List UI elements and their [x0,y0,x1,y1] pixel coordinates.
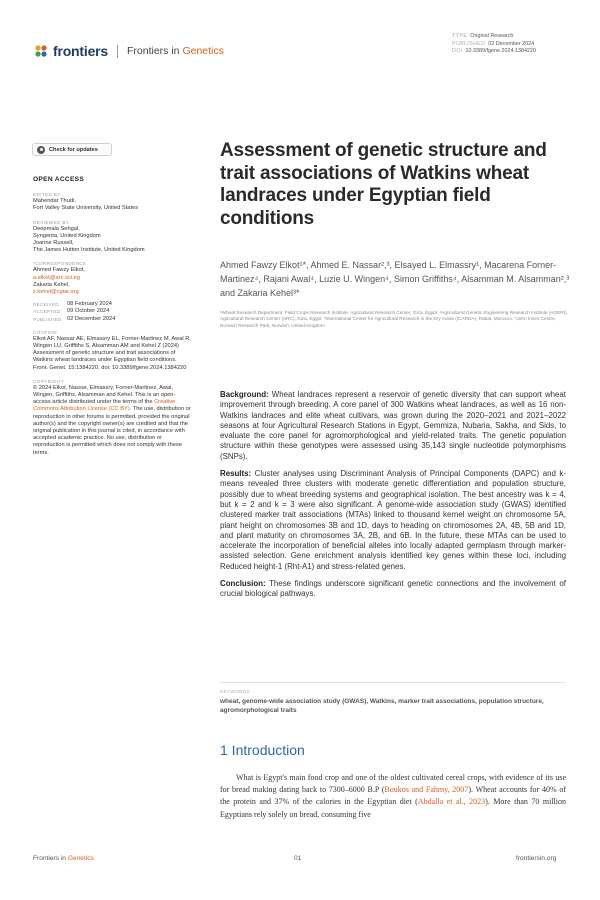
brand-name: frontiers [53,43,108,59]
check-for-updates-button[interactable] [32,143,112,156]
date-received: RECEIVED 08 February 2024 [33,301,112,308]
abstract-conclusion: Conclusion: These findings underscore significant genetic connections and the involvement of crucial biological pathways. [220,579,566,599]
correspondence-label: *CORRESPONDENCE [33,261,87,267]
reviewer-affiliation: The James Hutton Institute, United Kingdom [33,247,145,254]
editor-name: Mahendar Thudi, [33,198,76,205]
date-published: PUBLISHED 02 December 2024 [33,315,116,322]
section-heading: 1 Introduction [220,742,305,758]
page-number: 01 [294,855,302,862]
meta-type: TYPE Original Research [452,33,514,39]
frontiers-logo-icon [34,44,48,58]
keywords-label: KEYWORDS [220,689,250,694]
keywords: wheat, genome-wide association study (GWAS), Watkins, marker trait associations, population structure, agromorphological traits [220,698,544,714]
corresponding-email[interactable]: z.kehel@cgiar.org [33,289,79,296]
corresponding-email[interactable]: a.elkot@arc.sci.eg [33,274,80,281]
update-icon [37,146,45,154]
journal-logo[interactable] [34,42,224,60]
article-title: Assessment of genetic structure and trait associations of Watkins wheat landraces under Egyptian field conditions [220,140,547,229]
abstract [220,390,566,607]
article-meta [452,33,536,56]
article-sidebar [33,176,191,457]
check-for-updates-label: Check for updates [49,146,98,153]
license-link[interactable]: Creative Commons Attribution License (CC BY) [33,399,176,413]
reviewer-name: Joanne Russell, [33,240,74,247]
meta-published: PUBLISHED 02 December 2024 [452,40,535,47]
footer-site-link[interactable]: frontiersin.org [516,855,557,862]
divider [220,682,566,683]
reviewer-name: Deepmala Sehgal, [33,225,80,232]
meta-doi[interactable]: DOI 10.3389/fgene.2024.1384220 [452,48,536,55]
abstract-background: Background: Wheat landraces represent a reservoir of genetic diversity that can support wheat improvement through breeding. A core panel of 300 Watkins wheat landraces, as well as 16 non-Watkins landraces and elite wheat cultivars, was grown during the 2020–2021 and 2021–2022 seasons at four Agricultural Research Stations in Egypt, Gemmiza, Nubaria, Sakha, and Sids, to evaluate the core panel for agromorphological and yield-related traits. The genetic population structure within these genotypes were assessed using 35,143 single nucleotide polymorphisms (SNPs). [220,390,566,461]
corresponding-author: Ahmed Fawzy Elkot, [33,267,85,274]
citation-label: CITATION [33,329,57,335]
copyright-text: © 2024 Elkot, Nassar, Elmassry, Forner-Martinez, Awal, Wingen, Griffiths, Alsamman and Kehel. This is an open-access article distributed under the terms of the Creative Commons Attribution License (CC BY). The use, distribution or reproduction in other forums is permitted, provided the original author(s) and the copyright owner(s) are credited and that the original publication in this journal is cited, in accordance with accepted academic practice. No use, distribution or reproduction is permitted which does not comply with these terms. [33,384,191,456]
corresponding-author: Zakaria Kehel, [33,281,70,288]
intro-paragraph: What is Egypt's main food crop and one of the oldest cultivated cereal crops, with evidence of its use for bread making dating back to 7300–6000 B.P (Boukos and Fahmy, 2007). Wheat accounts for 40% of the protein and 37% of the calories in the Egyptian diet (Abdalla et al., 2023). More than 70 million Egyptians rely solely on bread, consuming five [220,773,567,819]
copyright-label: COPYRIGHT [33,378,64,384]
date-accepted: ACCEPTED 09 October 2024 [33,308,110,315]
edited-by-label: EDITED BY [33,192,61,198]
reviewed-by-label: REVIEWED BY [33,219,70,225]
reviewer-affiliation: Syngenta, United Kingdom [33,232,101,239]
citation-link[interactable]: Boukos and Fahmy, 2007 [384,785,469,795]
abstract-results: Results: Cluster analyses using Discriminant Analysis of Principal Components (DAPC) and k-means revealed three clusters with moderate genetic differentiation and population structure, possibly due to wheat breeding systems and geographical isolation. The best ancestry was k = 4, but k = 2 and k = 3 were also significant. A genome-wide association study (GWAS) identified clustered marker trait associations (MTAs) linked to thousand kernel weight on chromosome 5A, plant height on chromosomes 3B and 1D, days to heading on chromosomes 2A, 4B, 5B and 1D, and plant maturity on chromosomes 3A, 2B, and 6B. In the future, these MTAs can be used to accelerate the incorporation of beneficial alleles into locally adapted germplasm through marker-assisted selection. Gene enrichment analysis identified key genes within these loci, including Reduced height-1 (Rht-A1) and stress-related genes. [220,469,566,571]
affiliations: ¹Wheat Research Department, Field Crops Research Institute, Agricultural Research Center, Giza, Egypt, ²Agricultural Genetic Engineering Research Institute (AGERI), Agricultural Research Center (ARC), Giza, Egypt, ³International Center for Agricultural Research in the Dry Areas (ICARDA), Rabat, Morocco, ⁴John Innes Centre, Norwich Research Park, Norwich, United Kingdom [220,310,568,328]
citation-link[interactable]: Abdalla et al., 2023 [417,797,486,807]
editor-affiliation: Fort Valley State University, United States [33,205,139,212]
open-access-label: OPEN ACCESS [33,176,85,183]
footer-journal: Frontiers in Genetics [33,855,94,862]
logo-divider [117,45,118,58]
citation-text: Elkot AF, Nassar AE, Elmassry EL, Forner-Martinez M, Awal R, Wingen LU, Griffiths S, Alsamman AM and Kehel Z (2024) Assessment of genetic structure and trait associations of Watkins wheat landraces under Egyptian field conditions. Front. Genet. 15:1384220. doi: 10.3389/fgene.2024.1384220 [33,335,191,371]
journal-name: Frontiers in Genetics [127,45,224,57]
author-list: Ahmed Fawzy Elkot¹*, Ahmed E. Nassar²,³, Elsayed L. Elmassry¹, Macarena Forner-Martinez⁴, Rajani Awal⁴, Luzie U. Wingen⁴, Simon Griffiths⁴, Alsamman M. Alsamman²,³ and Zakaria Kehel³* [220,260,570,298]
